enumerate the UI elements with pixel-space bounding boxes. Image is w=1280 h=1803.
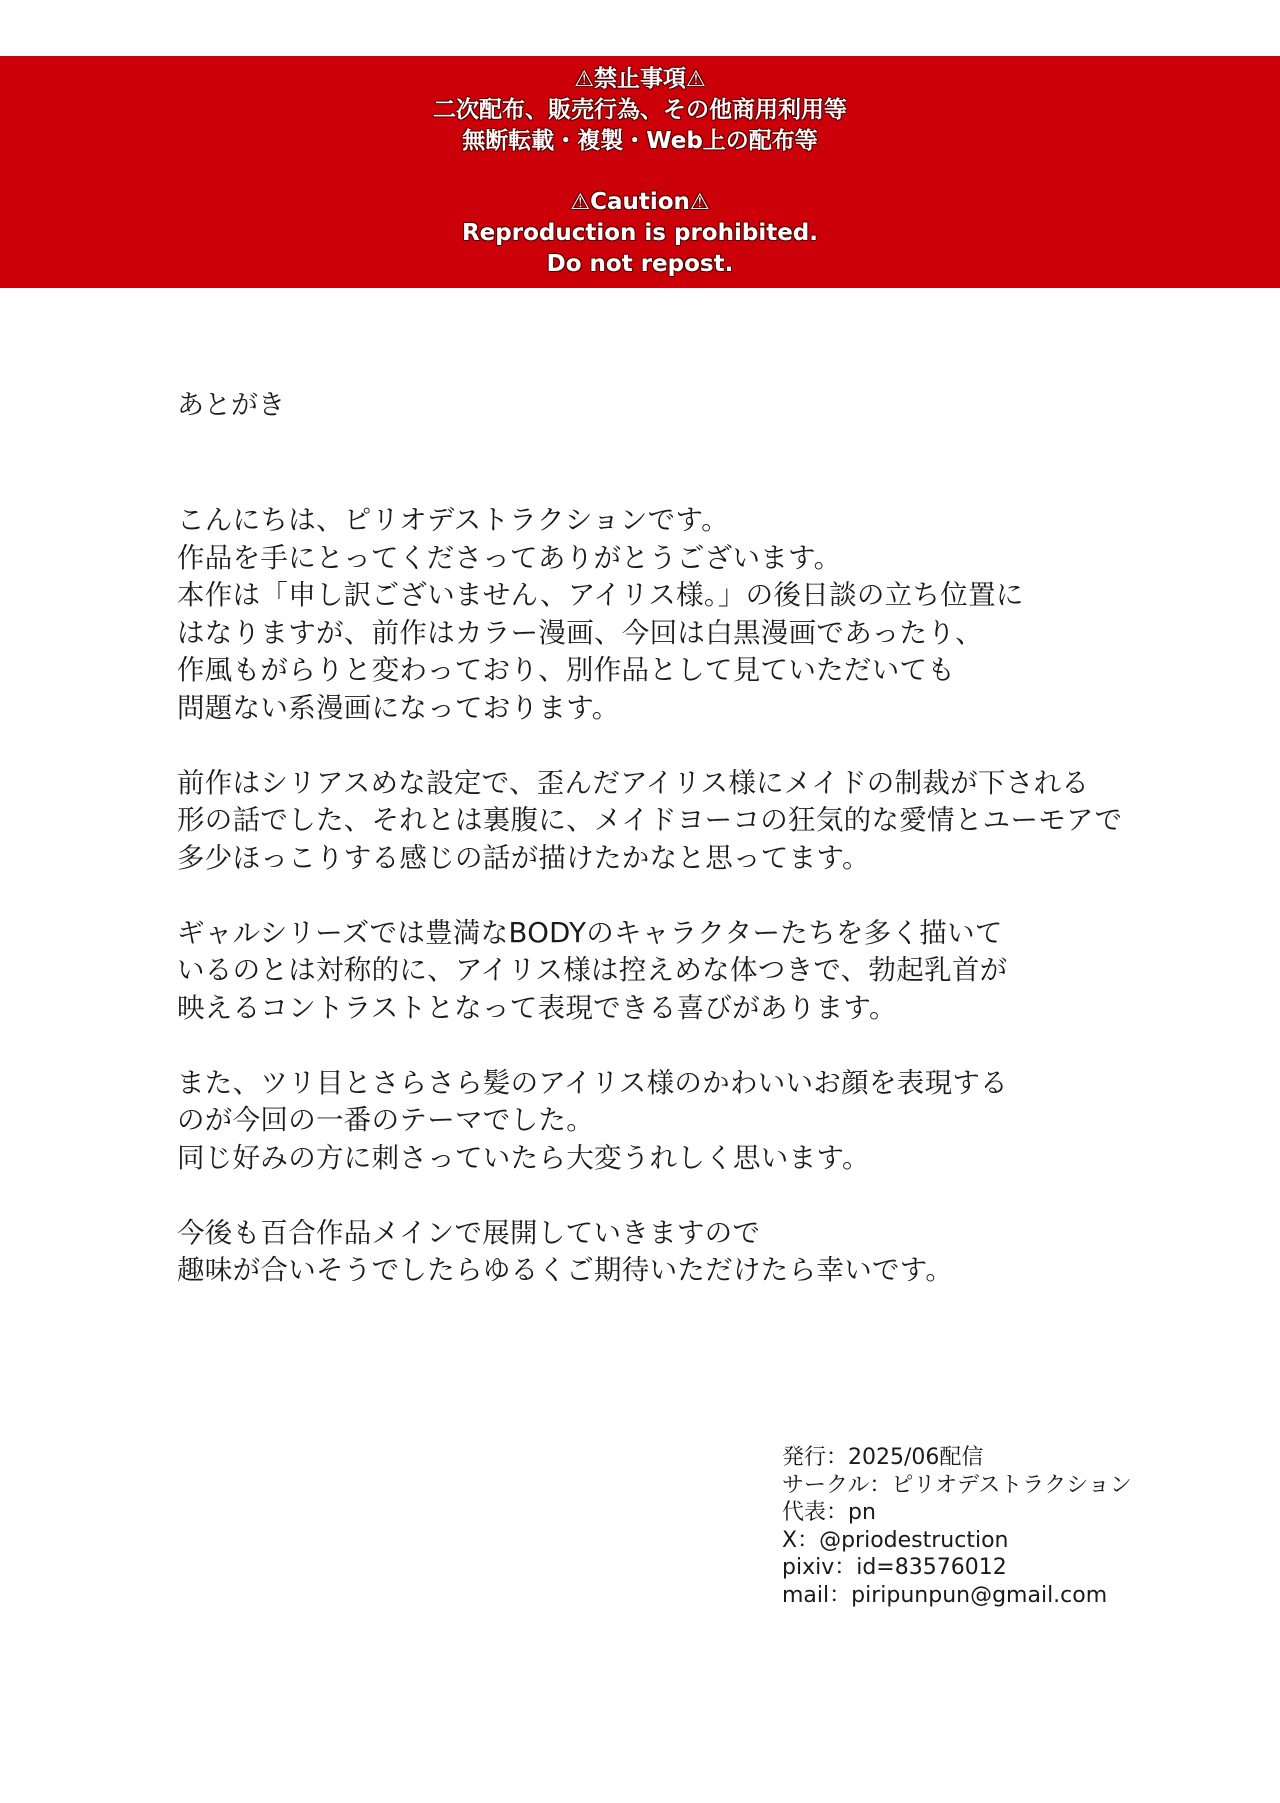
afterword-paragraph	[177, 1065, 1207, 1178]
paragraph-line: 作品を手にとってくださってありがとうございます。	[177, 541, 842, 574]
paragraph-line: 本作は「申し訳ございません、アイリス様。」の後日談の立ち位置に	[177, 579, 1024, 611]
afterword-body	[177, 502, 1207, 1327]
paragraph-line: また、ツリ目とさらさら髪のアイリス様のかわいいお顔を表現する	[177, 1066, 1008, 1099]
paragraph-line: 趣味が合いそうでしたらゆるくご期待いただけたら幸いです。	[177, 1254, 954, 1286]
notice-jp-line: 二次配布、販売行為、その他商用利用等	[433, 97, 847, 123]
colophon-line: 代表：pn	[782, 1500, 876, 1525]
afterword-paragraph	[177, 915, 1207, 1028]
paragraph-line: 作風もがらりと変わっており、別作品として見ていただいても	[177, 654, 956, 686]
colophon	[782, 1444, 1242, 1609]
notice-jp-heading-text: 禁止事項	[594, 66, 686, 92]
paragraph-line: いるのとは対称的に、アイリス様は控えめな体つきで、勃起乳首が	[177, 954, 1008, 986]
paragraph-line: 多少ほっこりする感じの話が描けたかなと思ってます。	[177, 841, 870, 874]
prohibition-notice-banner	[0, 56, 1280, 288]
afterword-paragraph	[177, 765, 1207, 878]
afterword-paragraph	[177, 1215, 1207, 1290]
notice-en-line: Do not repost.	[546, 251, 734, 277]
paragraph-line: はなりますが、前作はカラー漫画、今回は白黒漫画であったり、	[177, 616, 983, 649]
warning-icon: ⚠	[570, 190, 591, 215]
warning-icon: ⚠	[686, 67, 706, 92]
notice-jp-heading	[0, 64, 1280, 95]
paragraph-line: 映えるコントラストとなって表現できる喜びがあります。	[177, 991, 897, 1024]
warning-icon: ⚠	[574, 67, 594, 92]
colophon-line: X：@priodestruction	[782, 1527, 1009, 1553]
paragraph-line: こんにちは、ピリオデストラクションです。	[177, 504, 729, 536]
notice-en-line: Reproduction is prohibited.	[461, 220, 819, 246]
notice-en-heading	[0, 187, 1280, 218]
paragraph-line: 同じ好みの方に刺さっていたら大変うれしく思います。	[177, 1141, 870, 1174]
colophon-line: サークル：ピリオデストラクション	[782, 1472, 1132, 1498]
paragraph-line: 前作はシリアスめな設定で、歪んだアイリス様にメイドの制裁が下される	[177, 766, 1090, 799]
afterword-paragraph	[177, 502, 1207, 727]
colophon-line: 発行：2025/06配信	[782, 1445, 984, 1470]
notice-jp-line: 無断転載・複製・Web上の配布等	[462, 128, 818, 154]
colophon-line: mail：piripunpun@gmail.com	[782, 1582, 1108, 1608]
paragraph-line: のが今回の一番のテーマでした。	[177, 1104, 594, 1136]
paragraph-line: 今後も百合作品メインで展開していきますので	[177, 1216, 761, 1249]
paragraph-line: ギャルシリーズでは豊満なBODYのキャラクターたちを多く描いて	[177, 916, 1003, 949]
afterword-title: あとがき	[177, 390, 285, 421]
notice-en-heading-text: Caution	[590, 189, 690, 215]
paragraph-line: 形の話でした、それとは裏腹に、メイドヨーコの狂気的な愛情とユーモアで	[177, 804, 1123, 836]
colophon-line: pixiv：id=83576012	[782, 1555, 1007, 1580]
paragraph-line: 問題ない系漫画になっております。	[177, 691, 620, 724]
warning-icon: ⚠	[689, 190, 710, 215]
